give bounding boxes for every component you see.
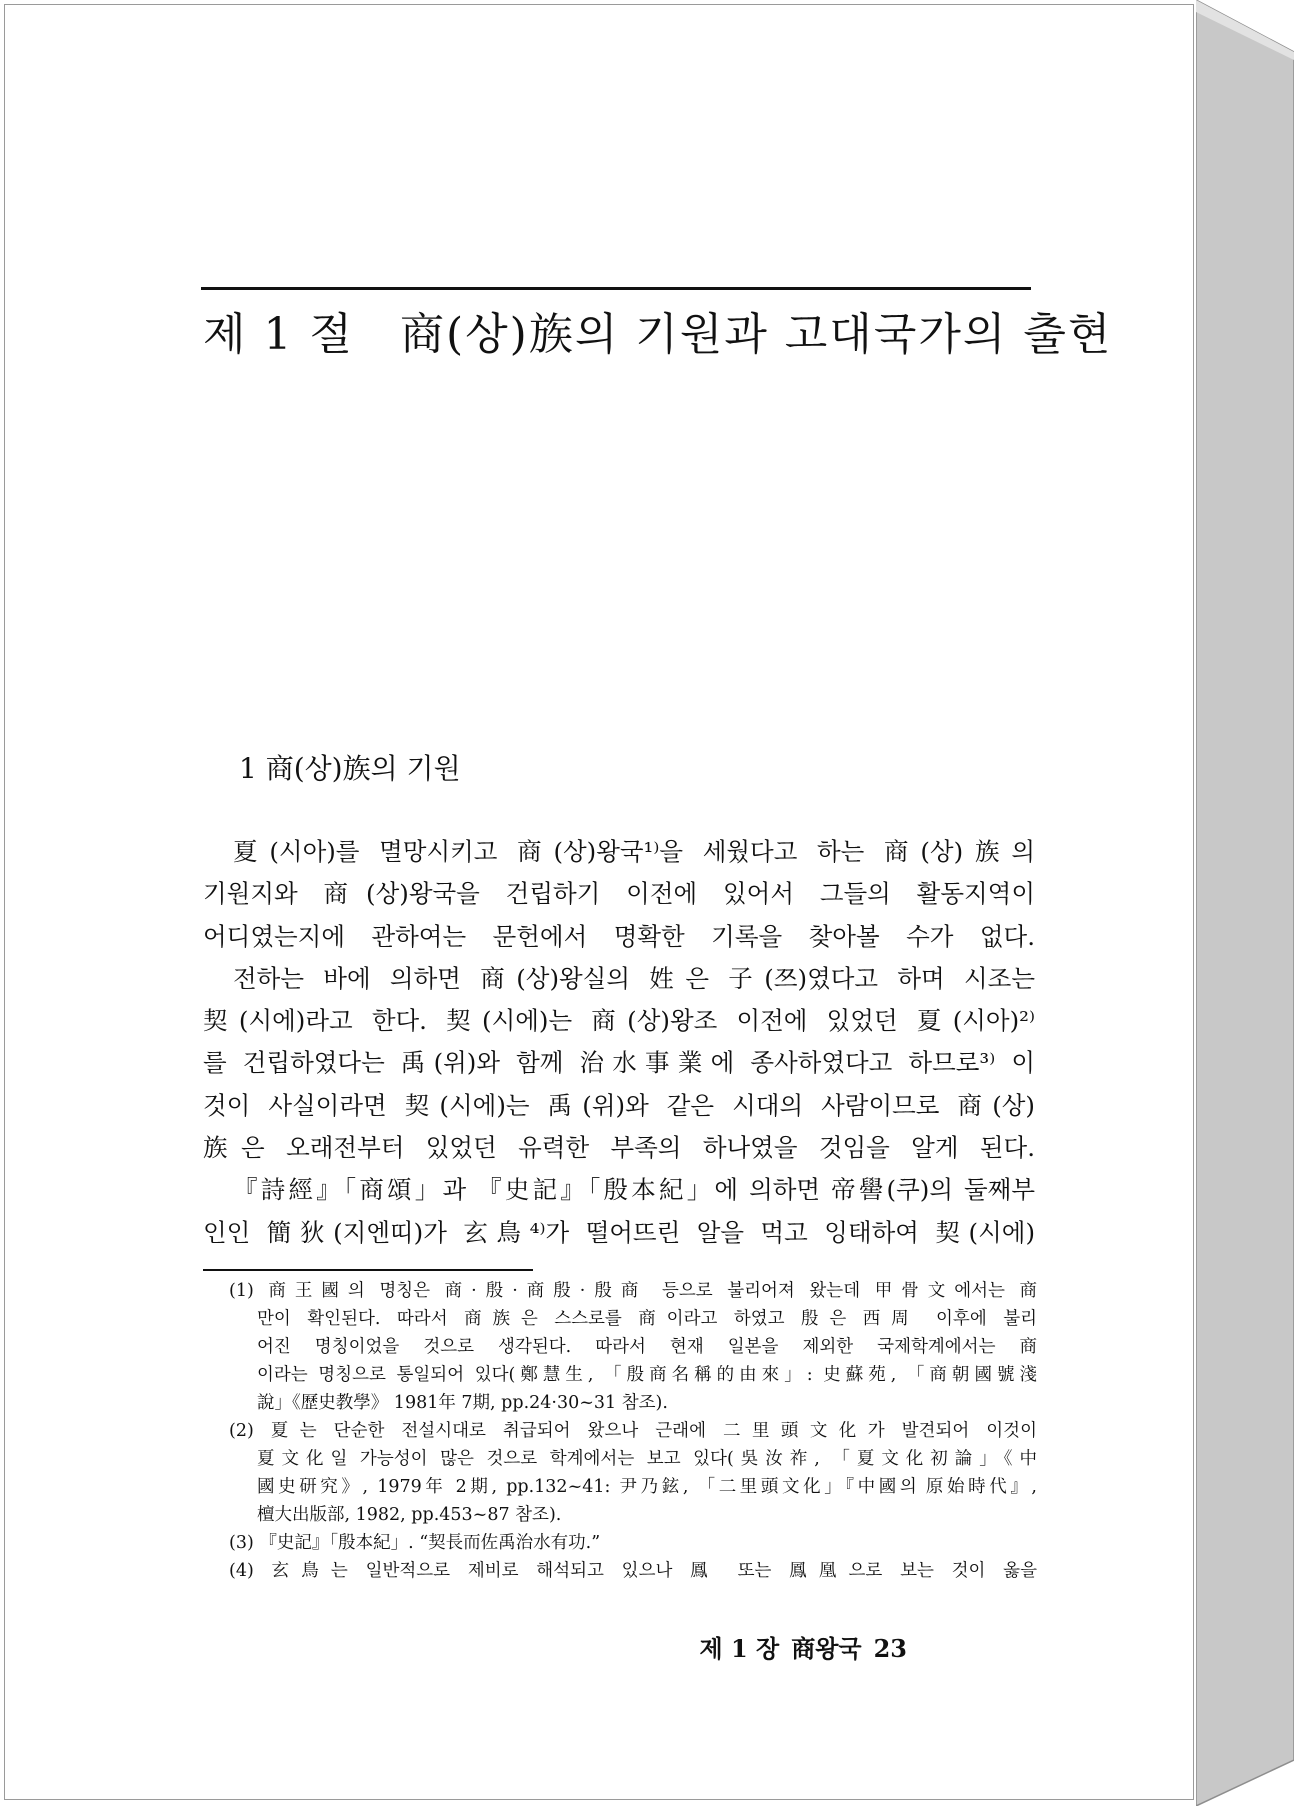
body-line: 契(시에)라고 한다. 契(시에)는 商(상)왕조 이전에 있었던 夏(시아)²⁾ bbox=[203, 1006, 1035, 1036]
body-line: 기원지와 商(상)왕국을 건립하기 이전에 있어서 그들의 활동지역이 bbox=[203, 879, 1035, 909]
body-line: 어디였는지에 관하여는 문헌에서 명확한 기록을 찾아볼 수가 없다. bbox=[203, 921, 1035, 951]
footnote-line: 어진 명칭이었을 것으로 생각된다. 따라서 현재 일본을 제외한 국제학계에서는 商 bbox=[257, 1337, 1037, 1357]
footer-title: 商왕국 bbox=[791, 1634, 862, 1663]
body-line: 族은 오래전부터 있었던 유력한 부족의 하나였을 것임을 알게 된다. bbox=[203, 1133, 1035, 1163]
footnote-line: (1) 商王國의 명칭은 商·殷·商殷·殷商 등으로 불리어져 왔는데 甲骨文에서는 商 bbox=[229, 1281, 1037, 1301]
body-line: 『詩經』「商頌」과 『史記』「殷本紀」에 의하면 帝嚳(쿠)의 둘째부 bbox=[233, 1175, 1035, 1205]
body-line: 인인 簡狄(지엔띠)가 玄鳥⁴⁾가 떨어뜨린 알을 먹고 잉태하여 契(시에) bbox=[203, 1217, 1035, 1247]
footnote-line: (2) 夏는 단순한 전설시대로 취급되어 왔으나 근래에 二里頭文化가 발견되어 이것이 bbox=[229, 1421, 1037, 1441]
body-line: 를 건립하였다는 禹(위)와 함께 治水事業에 종사하였다고 하므로³⁾ 이 bbox=[203, 1048, 1035, 1078]
body-line: 것이 사실이라면 契(시에)는 禹(위)와 같은 시대의 사람이므로 商(상) bbox=[203, 1090, 1035, 1120]
running-footer bbox=[687, 1629, 907, 1664]
footnote-line: (4) 玄鳥는 일반적으로 제비로 해석되고 있으나 鳳 또는 鳳凰으로 보는 것이 옳을 bbox=[229, 1561, 1037, 1581]
body-line: 전하는 바에 의하면 商(상)왕실의 姓은 子(쯔)였다고 하며 시조는 bbox=[233, 963, 1035, 993]
book-side-edge bbox=[1196, 0, 1294, 1806]
footnotes bbox=[229, 1277, 1037, 1585]
section-title-text: 商(상)族의 기원과 고대국가의 출현 bbox=[399, 309, 1113, 360]
footer-chapter: 제 1 장 bbox=[699, 1634, 780, 1663]
footnote-line: 夏文化일 가능성이 많은 것으로 학계에서는 보고 있다(吳汝祚, 「夏文化初論」《中 bbox=[257, 1449, 1037, 1469]
footnote-divider bbox=[203, 1269, 533, 1271]
footnote-line: (3) 『史記』「殷本紀」. “契長而佐禹治水有功.” bbox=[229, 1533, 601, 1553]
book-page bbox=[4, 4, 1194, 1800]
body-line: 夏(시아)를 멸망시키고 商(상)왕국¹⁾을 세웠다고 하는 商(상)族의 bbox=[233, 837, 1035, 866]
section-number: 제 1 절 bbox=[203, 309, 354, 360]
footnote-line: 이라는 명칭으로 통일되어 있다(鄭慧生, 「殷商名稱的由來」: 史蘇苑, 「商朝國號淺 bbox=[257, 1365, 1037, 1385]
footnote-line: 說」《歷史教學》 1981年 7期, pp.24·30~31 참조). bbox=[257, 1393, 668, 1413]
footnote-line: 만이 확인된다. 따라서 商族은 스스로를 商이라고 하였고 殷은 西周 이후에 불리 bbox=[257, 1309, 1037, 1329]
page-number: 23 bbox=[873, 1634, 907, 1663]
footnote-line: 國史研究》, 1979年 2期, pp.132~41: 尹乃鉉, 「二里頭文化」『中國의 原始時代』, bbox=[257, 1477, 1037, 1497]
body-text bbox=[203, 831, 1035, 1254]
subsection-title: 1 商(상)族의 기원 bbox=[239, 752, 461, 785]
section-title bbox=[203, 305, 1113, 365]
section-divider bbox=[201, 287, 1031, 290]
footnote-line: 檀大出版部, 1982, pp.453~87 참조). bbox=[257, 1505, 562, 1525]
